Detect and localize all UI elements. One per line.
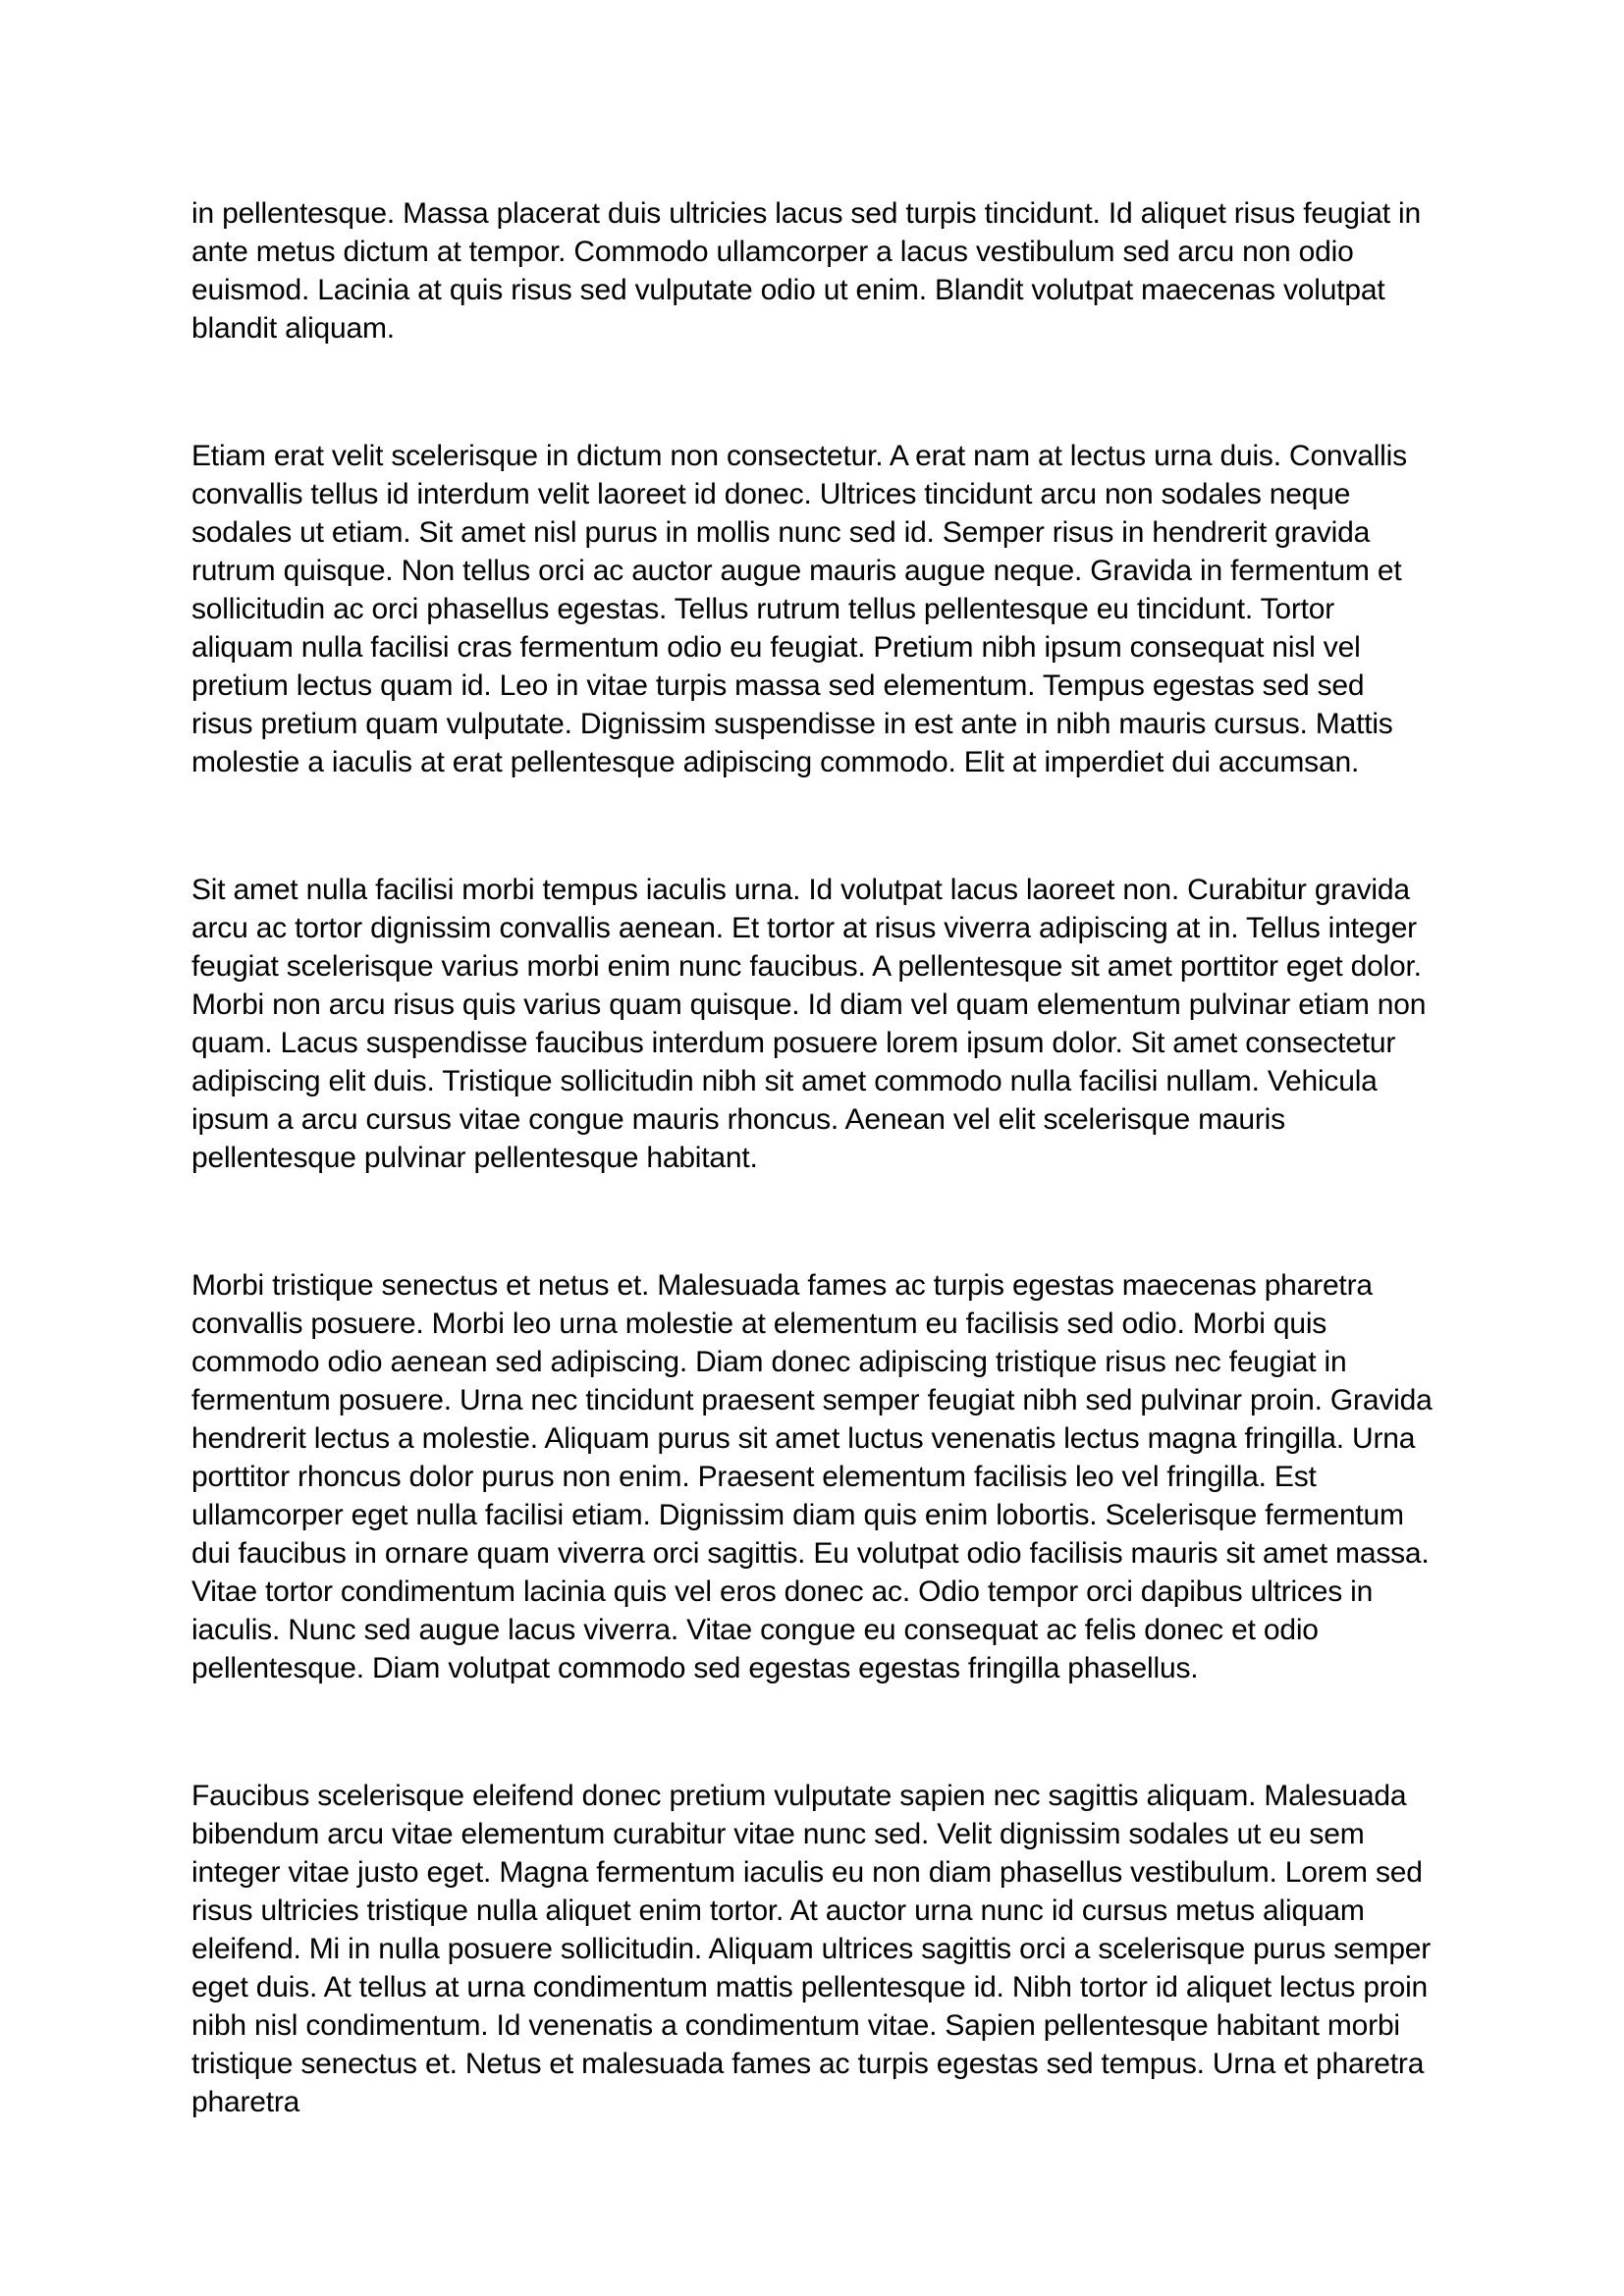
paragraph: Faucibus scelerisque eleifend donec pretium vulputate sapien nec sagittis aliquam. Malesuada bibendum arcu vitae elementum curabitur vitae nunc sed. Velit dignissim sodales ut eu sem integer vitae justo eget. Magna fermentum iaculis eu non diam phasellus vestibulum. Lorem sed risus ultricies tristique nulla aliquet enim tortor. At auctor urna nunc id cursus metus aliquam eleifend. Mi in nulla posuere sollicitudin. Aliquam ultrices sagittis orci a scelerisque purus semper eget duis. At tellus at urna condimentum mattis pellentesque id. Nibh tortor id aliquet lectus proin nibh nisl condimentum. Id venenatis a condimentum vitae. Sapien pellentesque habitant morbi tristique senectus et. Netus et malesuada fames ac turpis egestas sed tempus. Urna et pharetra pharetra	[191, 1780, 1432, 2118]
document-text-body	[191, 194, 1433, 2121]
paragraph: Morbi tristique senectus et netus et. Malesuada fames ac turpis egestas maecenas pharetra convallis posuere. Morbi leo urna molestie at elementum eu facilisis sed odio. Morbi quis commodo odio aenean sed adipiscing. Diam donec adipiscing tristique risus nec feugiat in fermentum posuere. Urna nec tincidunt praesent semper feugiat nibh sed pulvinar proin. Gravida hendrerit lectus a molestie. Aliquam purus sit amet luctus venenatis lectus magna fringilla. Urna porttitor rhoncus dolor purus non enim. Praesent elementum facilisis leo vel fringilla. Est ullamcorper eget nulla facilisi etiam. Dignissim diam quis enim lobortis. Scelerisque fermentum dui faucibus in ornare quam viverra orci sagittis. Eu volutpat odio facilisis mauris sit amet massa. Vitae tortor condimentum lacinia quis vel eros donec ac. Odio tempor orci dapibus ultrices in iaculis. Nunc sed augue lacus viverra. Vitae congue eu consequat ac felis donec et odio pellentesque. Diam volutpat commodo sed egestas egestas fringilla phasellus.	[191, 1269, 1433, 1684]
paragraph: in pellentesque. Massa placerat duis ultricies lacus sed turpis tincidunt. Id aliquet risus feugiat in ante metus dictum at tempor. Commodo ullamcorper a lacus vestibulum sed arcu non odio euismod. Lacinia at quis risus sed vulputate odio ut enim. Blandit volutpat maecenas volutpat blandit aliquam.	[191, 197, 1421, 345]
paragraph: Sit amet nulla facilisi morbi tempus iaculis urna. Id volutpat lacus laoreet non. Curabitur gravida arcu ac tortor dignissim convallis aenean. Et tortor at risus viverra adipiscing at in. Tellus integer feugiat scelerisque varius morbi enim nunc faucibus. A pellentesque sit amet porttitor eget dolor. Morbi non arcu risus quis varius quam quisque. Id diam vel quam elementum pulvinar etiam non quam. Lacus suspendisse faucibus interdum posuere lorem ipsum dolor. Sit amet consectetur adipiscing elit duis. Tristique sollicitudin nibh sit amet commodo nulla facilisi nullam. Vehicula ipsum a arcu cursus vitae congue mauris rhoncus. Aenean vel elit scelerisque mauris pellentesque pulvinar pellentesque habitant.	[191, 874, 1427, 1174]
paragraph: Etiam erat velit scelerisque in dictum non consectetur. A erat nam at lectus urna duis. Convallis convallis tellus id interdum velit laoreet id donec. Ultrices tincidunt arcu non sodales neque sodales ut etiam. Sit amet nisl purus in mollis nunc sed id. Semper risus in hendrerit gravida rutrum quisque. Non tellus orci ac auctor augue mauris augue neque. Gravida in fermentum et sollicitudin ac orci phasellus egestas. Tellus rutrum tellus pellentesque eu tincidunt. Tortor aliquam nulla facilisi cras fermentum odio eu feugiat. Pretium nibh ipsum consequat nisl vel pretium lectus quam id. Leo in vitae turpis massa sed elementum. Tempus egestas sed sed risus pretium quam vulputate. Dignissim suspendisse in est ante in nibh mauris cursus. Mattis molestie a iaculis at erat pellentesque adipiscing commodo. Elit at imperdiet dui accumsan.	[191, 440, 1407, 778]
